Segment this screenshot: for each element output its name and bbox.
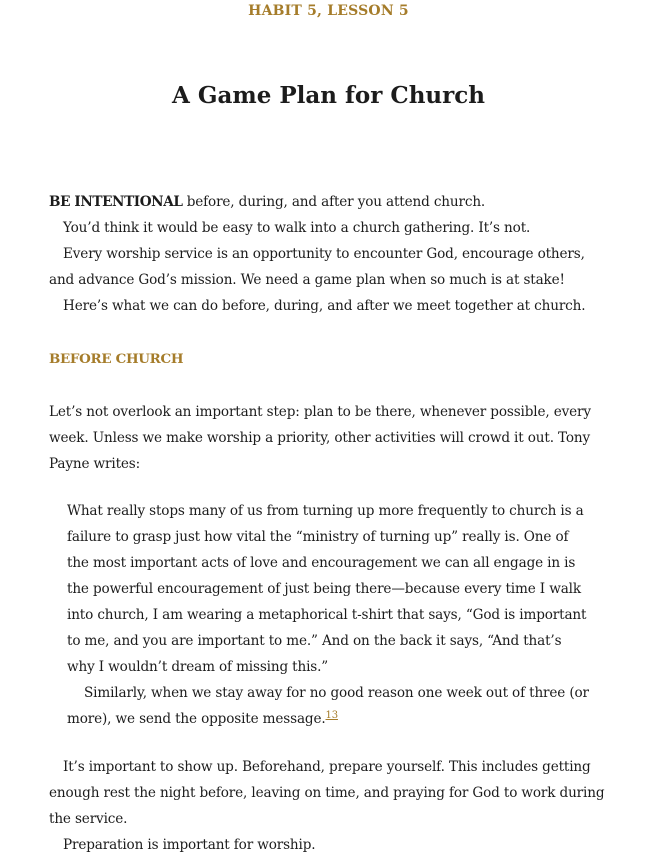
quote-paragraph-1: What really stops many of us from turning up more frequently to church is a failure to grasp just how vital the “ministry of turning up” really is. One of the most important acts of love and encouragement we can all engage in is the powerful encouragement of just being there—because every time I walk into church, I am wearing a metaphorical t-shirt that says, “God is important to me, and you are important to me.” And on the back it says, “And that’s why I wouldn’t dream of missing this.” (67, 503, 587, 675)
quote-paragraph-2-text: Similarly, when we stay away for no good reason one week out of three (or more), we send the opposite message. (67, 685, 589, 727)
before-paragraph-3: Preparation is important for worship. (63, 837, 316, 853)
intro-paragraph-1 (49, 189, 607, 215)
page-title: A Game Plan for Church (172, 82, 485, 109)
before-church-continued (49, 754, 607, 858)
section-heading-before-church: BEFORE CHURCH (49, 351, 184, 367)
before-paragraph-1: Let’s not overlook an important step: plan to be there, whenever possible, every week. Unless we make worship a priority, other activities will crowd it out. Tony Payne writes: (49, 404, 591, 472)
before-church-intro (49, 399, 607, 477)
block-quote (67, 498, 589, 732)
lesson-kicker: HABIT 5, LESSON 5 (248, 3, 409, 19)
intro-paragraph-3: Every worship service is an opportunity to encounter God, encourage others, and advance God’s mission. We need a game plan when so much is at stake! (49, 246, 585, 288)
intro-paragraph-2: You’d think it would be easy to walk into a church gathering. It’s not. (63, 220, 531, 236)
intro-section (49, 189, 607, 319)
quote-paragraph-2 (67, 680, 589, 732)
before-paragraph-2: It’s important to show up. Beforehand, prepare yourself. This includes getting enough rest the night before, leaving on time, and praying for God to work during the service. (49, 759, 605, 827)
footnote-link[interactable]: 13 (325, 710, 338, 721)
lead-in-rest: before, during, and after you attend church. (182, 194, 486, 210)
intro-paragraph-4: Here’s what we can do before, during, and after we meet together at church. (63, 298, 586, 314)
lead-in: BE INTENTIONAL (49, 194, 183, 210)
